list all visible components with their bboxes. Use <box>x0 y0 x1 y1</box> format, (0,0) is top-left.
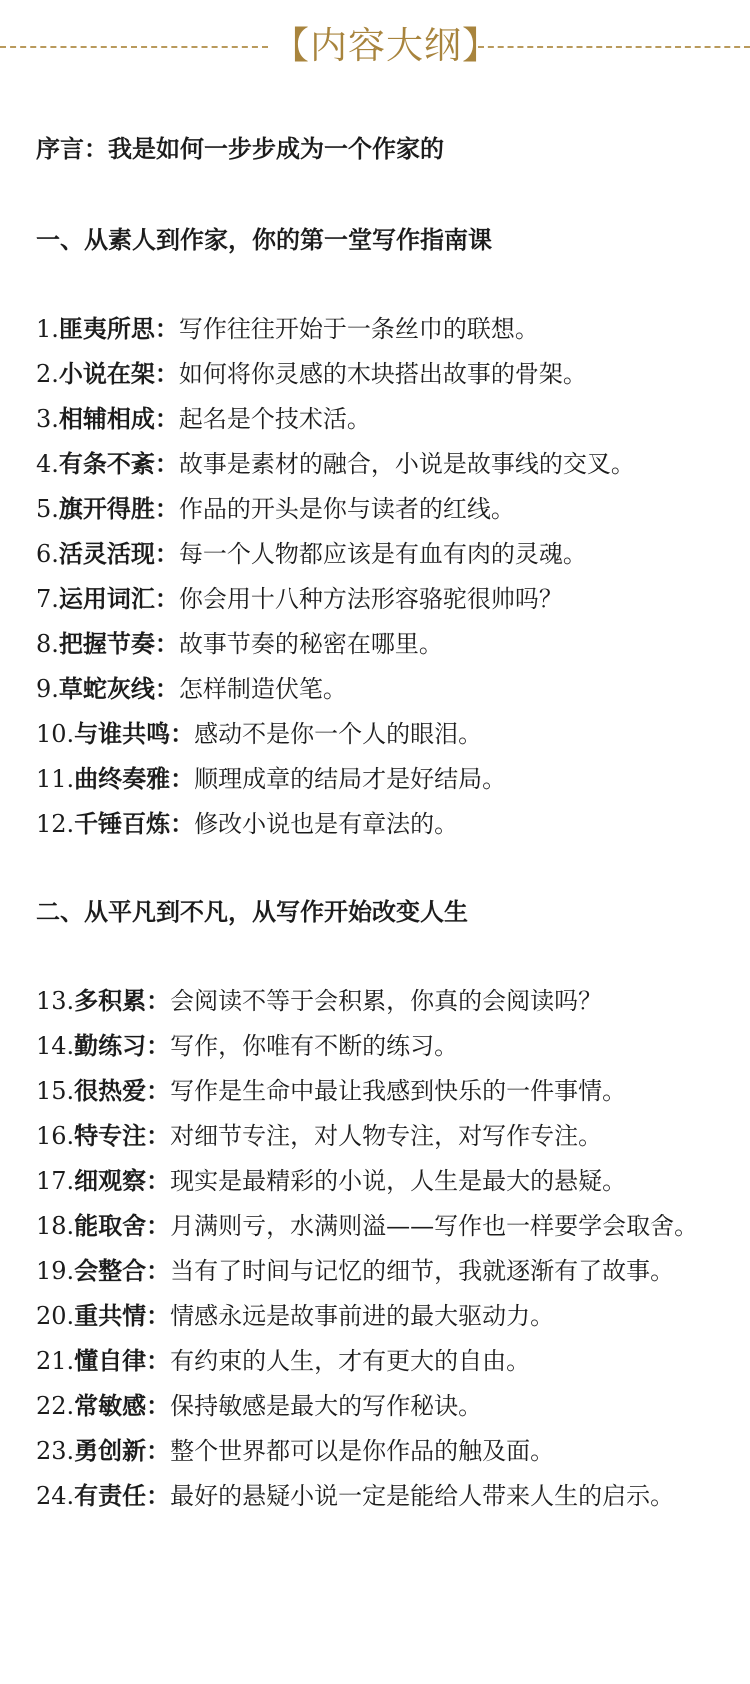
item-term: 有条不紊： <box>58 449 179 478</box>
item-term: 把握节奏： <box>58 629 179 658</box>
item-description: 对细节专注，对人物专注，对写作专注。 <box>170 1122 603 1150</box>
right-dashed-divider <box>478 46 750 48</box>
item-term: 会整合： <box>74 1256 171 1285</box>
outline-item <box>36 403 371 435</box>
item-description: 当有了时间与记忆的细节，我就逐渐有了故事。 <box>170 1257 675 1285</box>
item-term: 常敏感： <box>74 1391 171 1420</box>
item-description: 作品的开头是你与读者的红线。 <box>178 495 515 523</box>
item-term: 重共情： <box>74 1301 171 1330</box>
item-term: 多积累： <box>74 986 171 1015</box>
item-term: 能取舍： <box>74 1211 171 1240</box>
item-number: 19. <box>36 1257 75 1285</box>
section-1-heading: 一、从素人到作家，你的第一堂写作指南课 <box>36 225 492 254</box>
outline-item <box>36 538 587 570</box>
item-term: 很热爱： <box>74 1076 171 1105</box>
item-number: 21. <box>36 1347 75 1375</box>
page-title: 【内容大纲】 <box>272 24 500 67</box>
item-number: 23. <box>36 1437 75 1465</box>
item-description: 怎样制造伏笔。 <box>178 675 347 703</box>
item-term: 相辅相成： <box>58 404 179 433</box>
item-description: 起名是个技术活。 <box>178 405 371 433</box>
outline-item <box>36 583 563 615</box>
item-number: 6. <box>36 540 59 568</box>
item-description: 有约束的人生，才有更大的自由。 <box>170 1347 531 1375</box>
item-term: 草蛇灰线： <box>58 674 179 703</box>
item-description: 月满则亏，水满则溢——写作也一样要学会取舍。 <box>170 1212 699 1240</box>
outline-item <box>36 628 443 660</box>
outline-item <box>36 808 458 840</box>
item-number: 5. <box>36 495 59 523</box>
item-description: 会阅读不等于会积累，你真的会阅读吗？ <box>170 987 603 1015</box>
outline-item <box>36 493 515 525</box>
outline-item <box>36 1255 674 1287</box>
item-number: 13. <box>36 987 75 1015</box>
item-term: 活灵活现： <box>58 539 179 568</box>
item-number: 7. <box>36 585 59 613</box>
outline-item <box>36 1210 698 1242</box>
item-number: 24. <box>36 1482 75 1510</box>
item-description: 现实是最精彩的小说，人生是最大的悬疑。 <box>170 1167 627 1195</box>
item-term: 旗开得胜： <box>58 494 179 523</box>
outline-item <box>36 1120 602 1152</box>
item-description: 整个世界都可以是你作品的触及面。 <box>170 1437 555 1465</box>
outline-item <box>36 1165 626 1197</box>
item-term: 曲终奏雅： <box>74 764 195 793</box>
item-term: 小说在架： <box>58 359 179 388</box>
item-term: 与谁共鸣： <box>74 719 195 748</box>
item-term: 匪夷所思： <box>58 314 179 343</box>
item-description: 最好的悬疑小说一定是能给人带来人生的启示。 <box>170 1482 675 1510</box>
item-term: 有责任： <box>74 1481 171 1510</box>
item-number: 20. <box>36 1302 75 1330</box>
item-number: 22. <box>36 1392 75 1420</box>
item-number: 14. <box>36 1032 75 1060</box>
item-term: 勇创新： <box>74 1436 171 1465</box>
item-description: 写作是生命中最让我感到快乐的一件事情。 <box>170 1077 627 1105</box>
outline-item <box>36 1030 458 1062</box>
item-description: 如何将你灵感的木块搭出故事的骨架。 <box>178 360 587 388</box>
item-number: 10. <box>36 720 75 748</box>
outline-item <box>36 718 482 750</box>
outline-item <box>36 1480 674 1512</box>
item-description: 故事节奏的秘密在哪里。 <box>178 630 443 658</box>
item-number: 11. <box>36 765 75 793</box>
item-description: 每一个人物都应该是有血有肉的灵魂。 <box>178 540 587 568</box>
item-number: 9. <box>36 675 59 703</box>
item-number: 17. <box>36 1167 75 1195</box>
item-term: 千锤百炼： <box>74 809 195 838</box>
item-description: 顺理成章的结局才是好结局。 <box>194 765 507 793</box>
outline-item <box>36 1345 530 1377</box>
item-term: 细观察： <box>74 1166 171 1195</box>
item-description: 修改小说也是有章法的。 <box>194 810 459 838</box>
item-number: 15. <box>36 1077 75 1105</box>
item-term: 懂自律： <box>74 1346 171 1375</box>
outline-item <box>36 985 602 1017</box>
outline-item <box>36 1075 626 1107</box>
item-number: 4. <box>36 450 59 478</box>
item-description: 情感永远是故事前进的最大驱动力。 <box>170 1302 555 1330</box>
outline-item <box>36 448 635 480</box>
outline-item <box>36 313 539 345</box>
section-2-heading: 二、从平凡到不凡，从写作开始改变人生 <box>36 897 468 926</box>
item-term: 运用词汇： <box>58 584 179 613</box>
outline-item <box>36 358 587 390</box>
left-dashed-divider <box>0 46 268 48</box>
preface-heading: 序言：我是如何一步步成为一个作家的 <box>36 134 444 163</box>
item-number: 12. <box>36 810 75 838</box>
outline-item <box>36 1435 554 1467</box>
item-term: 勤练习： <box>74 1031 171 1060</box>
item-number: 1. <box>36 315 59 343</box>
item-number: 3. <box>36 405 59 433</box>
item-number: 16. <box>36 1122 75 1150</box>
outline-item <box>36 673 347 705</box>
item-number: 18. <box>36 1212 75 1240</box>
item-number: 8. <box>36 630 59 658</box>
outline-item <box>36 763 506 795</box>
outline-item <box>36 1390 482 1422</box>
item-description: 写作往往开始于一条丝巾的联想。 <box>178 315 539 343</box>
item-description: 保持敏感是最大的写作秘诀。 <box>170 1392 483 1420</box>
item-description: 故事是素材的融合，小说是故事线的交叉。 <box>178 450 635 478</box>
item-description: 写作，你唯有不断的练习。 <box>170 1032 459 1060</box>
item-description: 感动不是你一个人的眼泪。 <box>194 720 483 748</box>
item-description: 你会用十八种方法形容骆驼很帅吗？ <box>178 585 563 613</box>
outline-item <box>36 1300 554 1332</box>
item-number: 2. <box>36 360 59 388</box>
item-term: 特专注： <box>74 1121 171 1150</box>
header <box>0 0 750 95</box>
